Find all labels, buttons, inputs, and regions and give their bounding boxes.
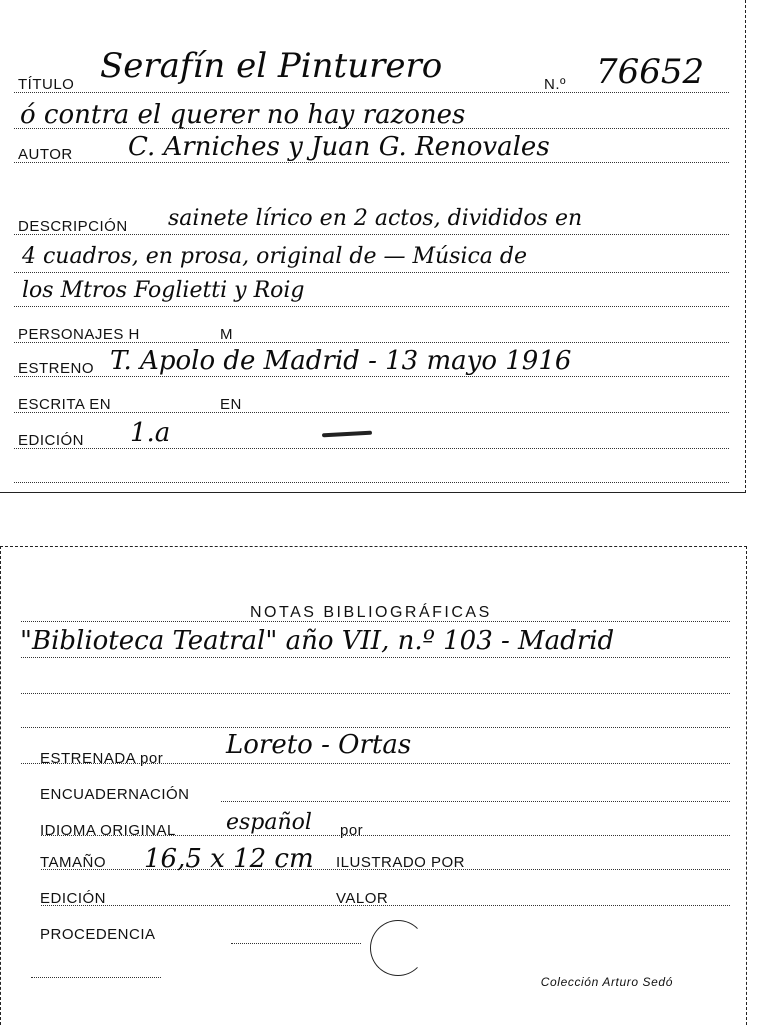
autor-value: C. Arniches y Juan G. Renovales	[128, 132, 550, 162]
ink-blot	[322, 431, 372, 438]
escrita-en-label: EN	[220, 396, 242, 413]
idioma-label: IDIOMA ORIGINAL	[40, 822, 176, 839]
titulo-label: TÍTULO	[18, 76, 75, 93]
personajes-label: PERSONAJES H	[18, 326, 140, 343]
autor-line	[14, 162, 729, 163]
descripcion-value-2: 4 cuadros, en prosa, original de — Música de	[22, 244, 528, 269]
idioma-value: español	[226, 810, 312, 835]
bottom-line	[14, 482, 729, 483]
descripcion-value-3: los Mtros Foglietti y Roig	[22, 278, 305, 303]
estrenada-value: Loreto - Ortas	[226, 730, 412, 760]
edicion-value: 1.a	[130, 418, 171, 448]
notas-line-2	[21, 693, 730, 694]
personajes-m-label: M	[220, 326, 233, 343]
notas-value: "Biblioteca Teatral" año VII, n.º 103 - Madrid	[20, 626, 615, 656]
descripcion-line-3	[14, 306, 729, 307]
edicion-label: EDICIÓN	[18, 432, 85, 449]
descripcion-line-2	[14, 272, 729, 273]
estreno-value: T. Apolo de Madrid - 13 mayo 1916	[110, 346, 572, 376]
estreno-label: ESTRENO	[18, 360, 95, 377]
titulo-line	[14, 92, 729, 93]
notas-title: NOTAS BIBLIOGRÁFICAS	[250, 604, 492, 621]
numero-label: N.º	[544, 76, 566, 93]
procedencia-label: PROCEDENCIA	[40, 926, 156, 943]
notas-line-1	[21, 657, 730, 658]
extra-line	[31, 977, 161, 978]
estrenada-label: ESTRENADA por	[40, 750, 164, 767]
encuadernacion-line	[221, 801, 730, 802]
escrita-line	[14, 412, 729, 413]
estreno-line	[14, 376, 729, 377]
tamano-value: 16,5 x 12 cm	[144, 844, 314, 874]
descripcion-label: DESCRIPCIÓN	[18, 218, 128, 235]
tamano-label: TAMAÑO	[40, 854, 107, 871]
stamp-mark	[370, 920, 426, 976]
ilustrado-label: ILUSTRADO POR	[336, 854, 466, 871]
idioma-por-label: por	[340, 822, 364, 839]
collection-footer: Colección Arturo Sedó	[540, 975, 673, 989]
catalog-card-front	[0, 0, 746, 493]
valor-label: VALOR	[336, 890, 389, 907]
procedencia-line	[231, 943, 361, 944]
edicion2-label: EDICIÓN	[40, 890, 107, 907]
autor-label: AUTOR	[18, 146, 73, 163]
encuadernacion-label: ENCUADERNACIÓN	[40, 786, 190, 803]
descripcion-value-1: sainete lírico en 2 actos, divididos en	[168, 206, 583, 231]
edicion-line	[14, 448, 729, 449]
titulo-value: Serafín el Pinturero	[100, 46, 443, 86]
titulo-cont-value: ó contra el querer no hay razones	[20, 100, 466, 130]
numero-value: 76652	[596, 52, 705, 92]
notas-line-3	[21, 727, 730, 728]
escrita-label: ESCRITA EN	[18, 396, 112, 413]
